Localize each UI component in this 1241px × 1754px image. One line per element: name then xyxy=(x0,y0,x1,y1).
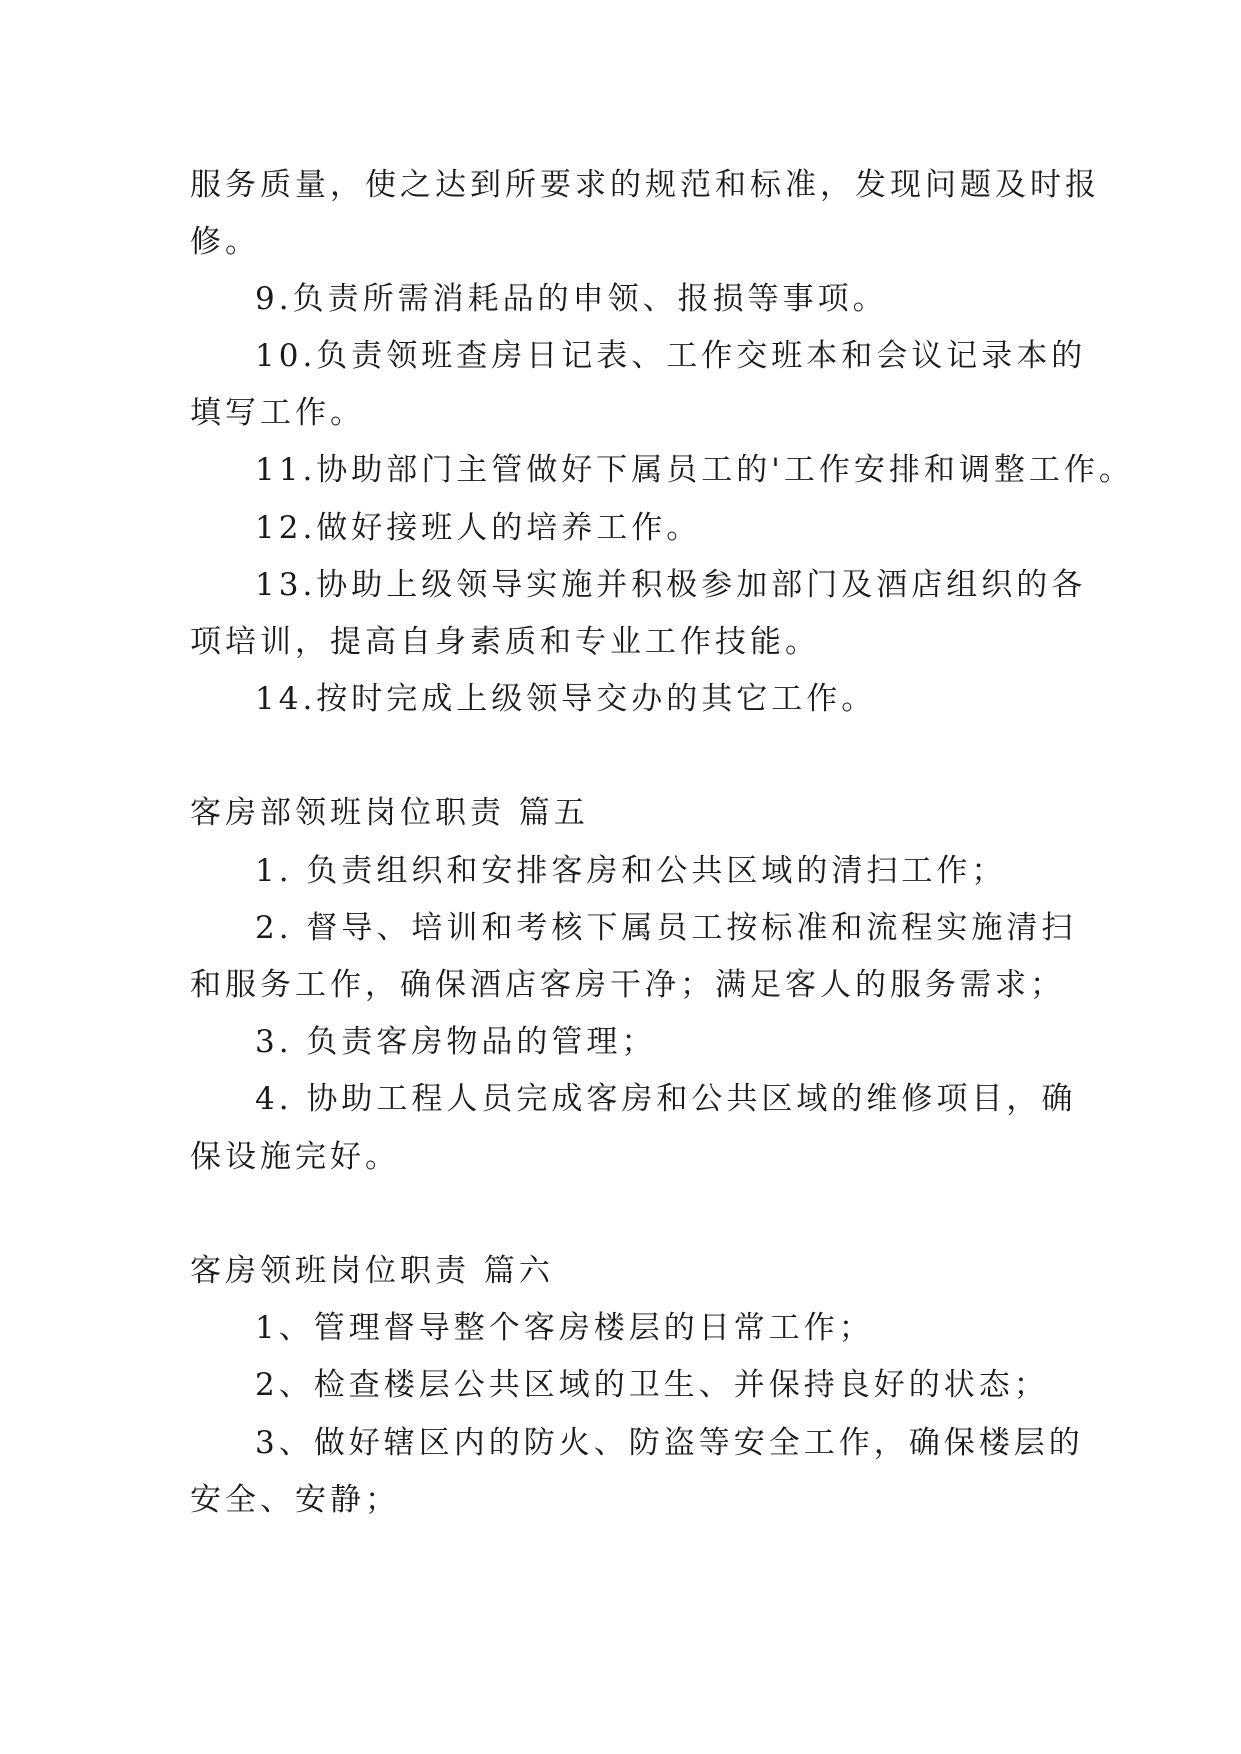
list-item: 2、检查楼层公共区域的卫生、并保持良好的状态； xyxy=(255,1367,1049,1403)
list-item: 12.做好接班人的培养工作。 xyxy=(255,510,702,546)
list-item: 3. 负责客房物品的管理； xyxy=(255,1024,657,1060)
list-item: 13.协助上级领导实施并积极参加部门及酒店组织的各 xyxy=(255,567,1087,603)
section-heading: 客房部领班岗位职责 篇五 xyxy=(190,795,589,831)
text-line: 服务质量，使之达到所要求的规范和标准，发现问题及时报 xyxy=(190,167,1100,203)
text-line: 项培训，提高自身素质和专业工作技能。 xyxy=(190,624,820,660)
list-item: 9.负责所需消耗品的申领、报损等事项。 xyxy=(255,281,888,317)
section-heading: 客房领班岗位职责 篇六 xyxy=(190,1253,554,1289)
text-line: 安全、安静； xyxy=(190,1482,400,1518)
list-item: 11.协助部门主管做好下属员工的'工作安排和调整工作。 xyxy=(255,452,1134,488)
list-item: 14.按时完成上级领导交办的其它工作。 xyxy=(255,681,877,717)
list-item: 4. 协助工程人员完成客房和公共区域的维修项目，确 xyxy=(255,1081,1077,1117)
text-line: 修。 xyxy=(190,224,260,260)
text-line: 保设施完好。 xyxy=(190,1139,400,1175)
list-item: 2. 督导、培训和考核下属员工按标准和流程实施清扫 xyxy=(255,910,1077,946)
list-item: 10.负责领班查房日记表、工作交班本和会议记录本的 xyxy=(255,338,1087,374)
text-line: 填写工作。 xyxy=(190,395,365,431)
list-item: 3、做好辖区内的防火、防盗等安全工作，确保楼层的 xyxy=(255,1425,1084,1461)
list-item: 1. 负责组织和安排客房和公共区域的清扫工作； xyxy=(255,853,1007,889)
list-item: 1、管理督导整个客房楼层的日常工作； xyxy=(255,1310,874,1346)
text-line: 和服务工作，确保酒店客房干净；满足客人的服务需求； xyxy=(190,967,1065,1003)
